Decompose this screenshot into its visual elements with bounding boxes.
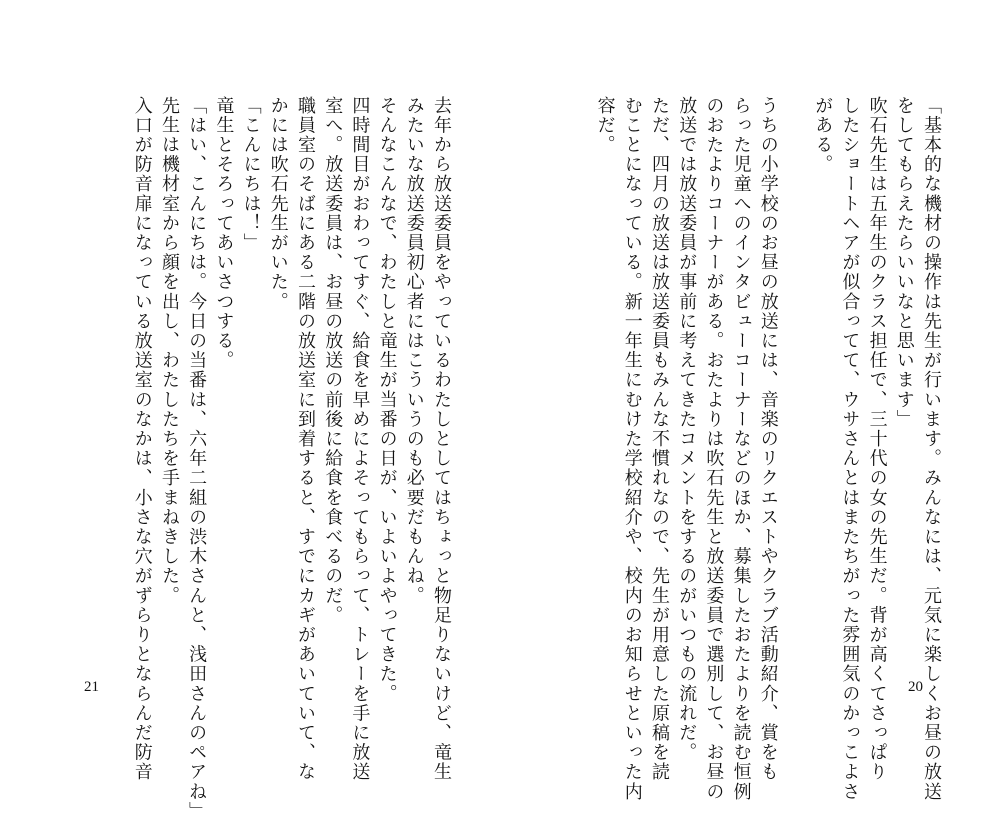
text-line: 職員室のそばにある二階の放送室に到着すると、すでにカギがあいていて、な: [294, 96, 316, 782]
text-line: 去年から放送委員をやっているわたしとしてはちょっと物足りないけど、竜生: [431, 96, 452, 782]
text-line: 先生は機材室から顔を出し、わたしたちを手まねきした。: [158, 96, 180, 606]
text-line: 「こんにちは！」: [240, 96, 262, 253]
text-line: をしてもらえたらいいなと思います」: [893, 96, 915, 430]
text-line: 容だ。: [594, 96, 616, 155]
text-line: 室へ。放送委員は、お昼の放送の前後に給食を食べるのだ。: [322, 96, 344, 626]
text-line: したショートヘアが似合ってて、ウサさんとはまたちがった雰囲気のかっこよさ: [839, 96, 861, 802]
page-number: 20: [908, 679, 923, 695]
text-line: がある。: [812, 96, 834, 175]
text-line: 四時間目がおわってすぐ、給食を早めによそってもらって、トレーを手に放送: [349, 96, 371, 782]
text-line: かには吹石先生がいた。: [267, 96, 289, 312]
text-line: みたいな放送委員初心者にはこういうのも必要だもんね。: [403, 96, 425, 606]
text-line: 入口が防音扉になっている放送室のなかは、小さな穴がずらりとならんだ防音: [131, 96, 153, 782]
right-page: [500, 0, 1000, 802]
text-line: 竜生とそろってあいさつする。: [213, 96, 235, 371]
text-line: うちの小学校のお昼の放送には、音楽のリクエストやクラブ活動紹介、賞をも: [757, 96, 779, 782]
paragraph-gap: [782, 96, 809, 676]
text-line: 放送では放送委員が事前に考えてきたコメントをするのがいつもの流れだ。: [676, 96, 698, 763]
left-page-text: [129, 96, 455, 821]
text-line: 「はい、こんにちは。今日の当番は、六年二組の渋木さんと、浅田さんのペアね」: [186, 96, 208, 821]
text-line: ただ、四月の放送は放送委員もみんな不慣れなので、先生が用意した原稿を読: [648, 96, 670, 782]
text-line: らった児童へのインタビューコーナーなどのほか、募集したおたよりを読む恒例: [730, 96, 752, 802]
text-line: 「基本的な機材の操作は先生が行います。みんなには、元気に楽しくお昼の放送: [921, 96, 942, 802]
text-line: 吹石先生は五年生のクラス担任で、三十代の女の先生だ。背が高くてさっぱり: [866, 96, 888, 782]
text-line: むことになっている。新一年生にむけた学校紹介や、校内のお知らせといった内: [621, 96, 643, 802]
page-number: 21: [84, 679, 99, 695]
text-line: のおたよりコーナーがある。おたよりは吹石先生と放送委員で選別して、お昼の: [703, 96, 725, 802]
text-line: そんなこんなで、わたしと竜生が当番の日が、いよいよやってきた。: [376, 96, 398, 704]
